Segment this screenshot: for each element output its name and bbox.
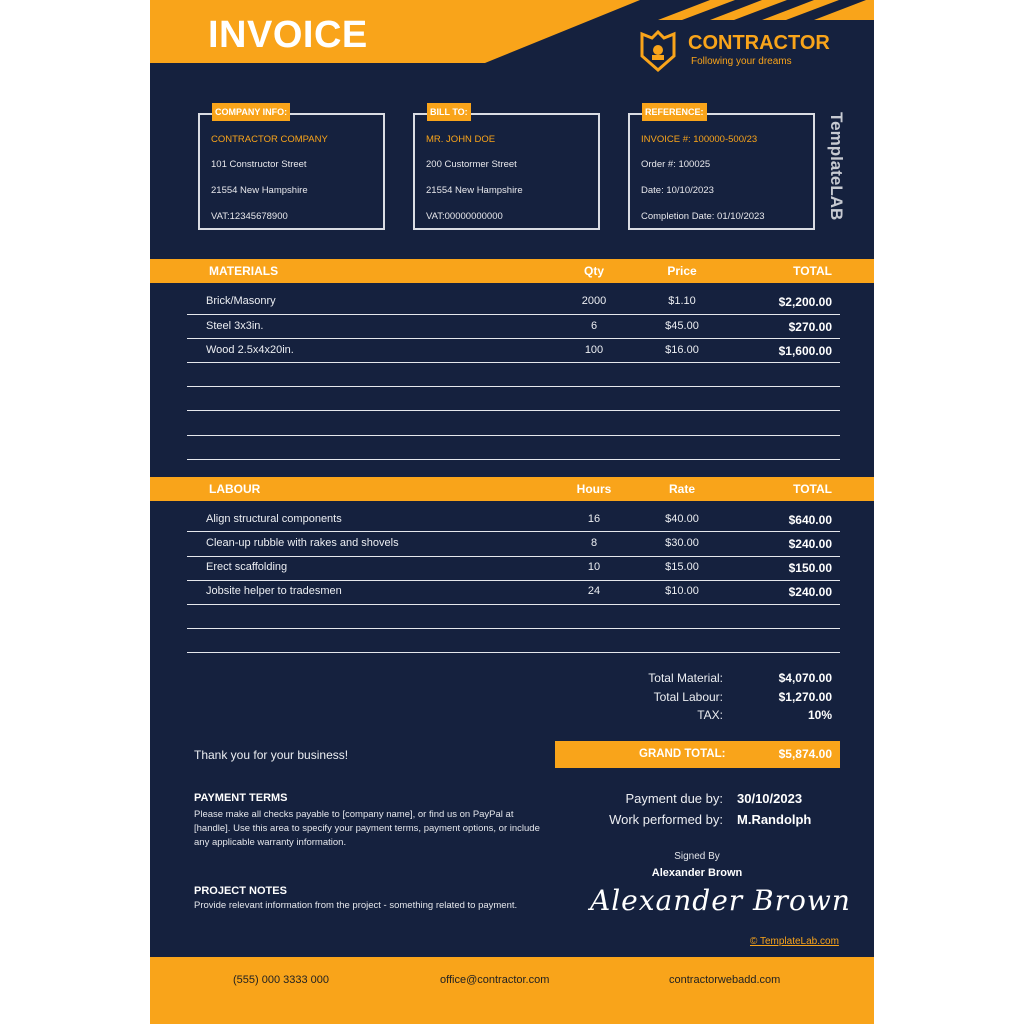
client-vat: VAT:00000000000 — [426, 211, 503, 222]
project-notes-text: Provide relevant information from the project - something related to payment. — [194, 900, 518, 911]
grand-total-value: $5,874.00 — [778, 747, 832, 761]
labour-qty-cell: 8 — [590, 537, 598, 549]
labour-total-cell: $240.00 — [788, 585, 832, 599]
signed-by-label: Signed By — [674, 851, 720, 862]
labour-price-cell: $10.00 — [665, 585, 699, 597]
templatelab-watermark — [826, 112, 846, 221]
materials-col-name: MATERIALS — [209, 264, 279, 278]
labour-row-divider — [187, 580, 840, 581]
invoice-title: INVOICE — [208, 14, 368, 56]
labour-qty-cell: 16 — [587, 513, 601, 525]
labour-total-cell: $640.00 — [788, 513, 832, 527]
materials-price-cell: $16.00 — [665, 344, 699, 356]
payment-terms-text: Please make all checks payable to [company name], or find us on PayPal at [handle]. Use this area to specify your payment terms, payment options, or include any applicable warranty information. — [194, 809, 540, 848]
company-name: CONTRACTOR COMPANY — [211, 134, 328, 145]
materials-total-cell: $2,200.00 — [778, 295, 832, 309]
materials-row-divider — [187, 459, 840, 460]
order-number: Order #: 100025 — [641, 159, 711, 170]
invoice-date: Date: 10/10/2023 — [641, 185, 714, 196]
company-city: 21554 New Hampshire — [211, 185, 308, 196]
company-info-box — [198, 107, 385, 230]
materials-total-cell: $1,600.00 — [778, 344, 832, 358]
labour-name-cell: Clean-up rubble with rakes and shovels — [206, 537, 399, 549]
materials-qty-cell: 2000 — [581, 295, 607, 307]
labour-qty-cell: 24 — [587, 585, 601, 597]
labour-row-divider — [187, 531, 840, 532]
total-material-label: Total Material: — [648, 671, 723, 685]
labour-row-divider — [187, 628, 840, 629]
thank-you-note: Thank you for your business! — [194, 748, 349, 762]
total-labour-value: $1,270.00 — [778, 690, 832, 704]
labour-name-cell: Erect scaffolding — [206, 561, 288, 573]
labour-header — [150, 477, 874, 501]
labour-row-divider — [187, 604, 840, 605]
labour-col-rate: Rate — [668, 482, 695, 496]
labour-total-cell: $150.00 — [788, 561, 832, 575]
brand-tagline: Following your dreams — [691, 56, 792, 67]
company-vat: VAT:12345678900 — [211, 211, 288, 222]
signer-name: Alexander Brown — [651, 867, 743, 879]
labour-price-cell: $40.00 — [665, 513, 699, 525]
footer-bar — [150, 957, 874, 1024]
materials-col-qty: Qty — [583, 264, 604, 278]
labour-row-divider — [187, 556, 840, 557]
client-city: 21554 New Hampshire — [426, 185, 523, 196]
bill-to-label: BILL TO: — [427, 103, 471, 121]
company-info-label: COMPANY INFO: — [212, 103, 290, 121]
materials-price-cell: $1.10 — [668, 295, 696, 307]
templatelab-link[interactable]: © TemplateLab.com — [750, 936, 839, 947]
contractor-shield-logo-icon — [638, 30, 678, 72]
labour-col-name: LABOUR — [209, 482, 261, 496]
grand-total-bar — [555, 741, 840, 768]
footer-phone[interactable]: (555) 000 3333 000 — [233, 974, 330, 986]
labour-name-cell: Jobsite helper to tradesmen — [206, 585, 342, 597]
grand-total-label: GRAND TOTAL: — [639, 748, 726, 760]
labour-price-cell: $15.00 — [665, 561, 699, 573]
materials-col-total: TOTAL — [793, 264, 832, 278]
reference-label: REFERENCE: — [642, 103, 707, 121]
footer-email[interactable]: office@contractor.com — [440, 974, 550, 986]
total-labour-label: Total Labour: — [653, 690, 723, 704]
reference-box — [628, 107, 815, 230]
total-material-value: $4,070.00 — [778, 671, 832, 685]
labour-col-total: TOTAL — [793, 482, 832, 496]
labour-name-cell: Align structural components — [206, 513, 342, 525]
materials-price-cell: $45.00 — [665, 320, 699, 332]
materials-qty-cell: 100 — [584, 344, 604, 356]
tax-value: 10% — [807, 708, 832, 722]
materials-total-cell: $270.00 — [788, 320, 832, 334]
invoice-page — [150, 0, 874, 1024]
materials-row-divider — [187, 314, 840, 315]
payment-terms-title: PAYMENT TERMS — [194, 792, 288, 804]
materials-col-price: Price — [667, 264, 697, 278]
invoice-number: INVOICE #: 100000-500/23 — [641, 134, 758, 145]
company-street: 101 Constructor Street — [211, 159, 307, 170]
materials-name-cell: Wood 2.5x4x20in. — [206, 344, 294, 356]
materials-qty-cell: 6 — [590, 320, 598, 332]
handwritten-signature: Alexander Brown — [590, 884, 851, 917]
labour-total-cell: $240.00 — [788, 537, 832, 551]
materials-name-cell: Steel 3x3in. — [206, 320, 264, 332]
materials-row-divider — [187, 386, 840, 387]
labour-row-divider — [187, 652, 840, 653]
completion-date: Completion Date: 01/10/2023 — [641, 211, 765, 222]
labour-price-cell: $30.00 — [665, 537, 699, 549]
work-performed-label: Work performed by: — [609, 812, 723, 827]
materials-row-divider — [187, 410, 840, 411]
tax-label: TAX: — [697, 708, 723, 722]
materials-row-divider — [187, 338, 840, 339]
work-performed-value: M.Randolph — [737, 812, 812, 827]
brand-name: CONTRACTOR — [688, 32, 830, 54]
payment-due-value: 30/10/2023 — [737, 791, 803, 806]
labour-qty-cell: 10 — [587, 561, 601, 573]
materials-row-divider — [187, 362, 840, 363]
bill-to-box — [413, 107, 600, 230]
payment-due-label: Payment due by: — [625, 791, 723, 806]
project-notes-title: PROJECT NOTES — [194, 885, 287, 897]
watermark-text: TemplateLAB — [827, 112, 846, 221]
client-street: 200 Custormer Street — [426, 159, 517, 170]
labour-col-hours: Hours — [576, 482, 612, 496]
materials-name-cell: Brick/Masonry — [206, 295, 276, 307]
client-name: MR. JOHN DOE — [426, 134, 496, 145]
materials-header — [150, 259, 874, 283]
footer-website[interactable]: contractorwebadd.com — [669, 974, 781, 986]
materials-row-divider — [187, 435, 840, 436]
